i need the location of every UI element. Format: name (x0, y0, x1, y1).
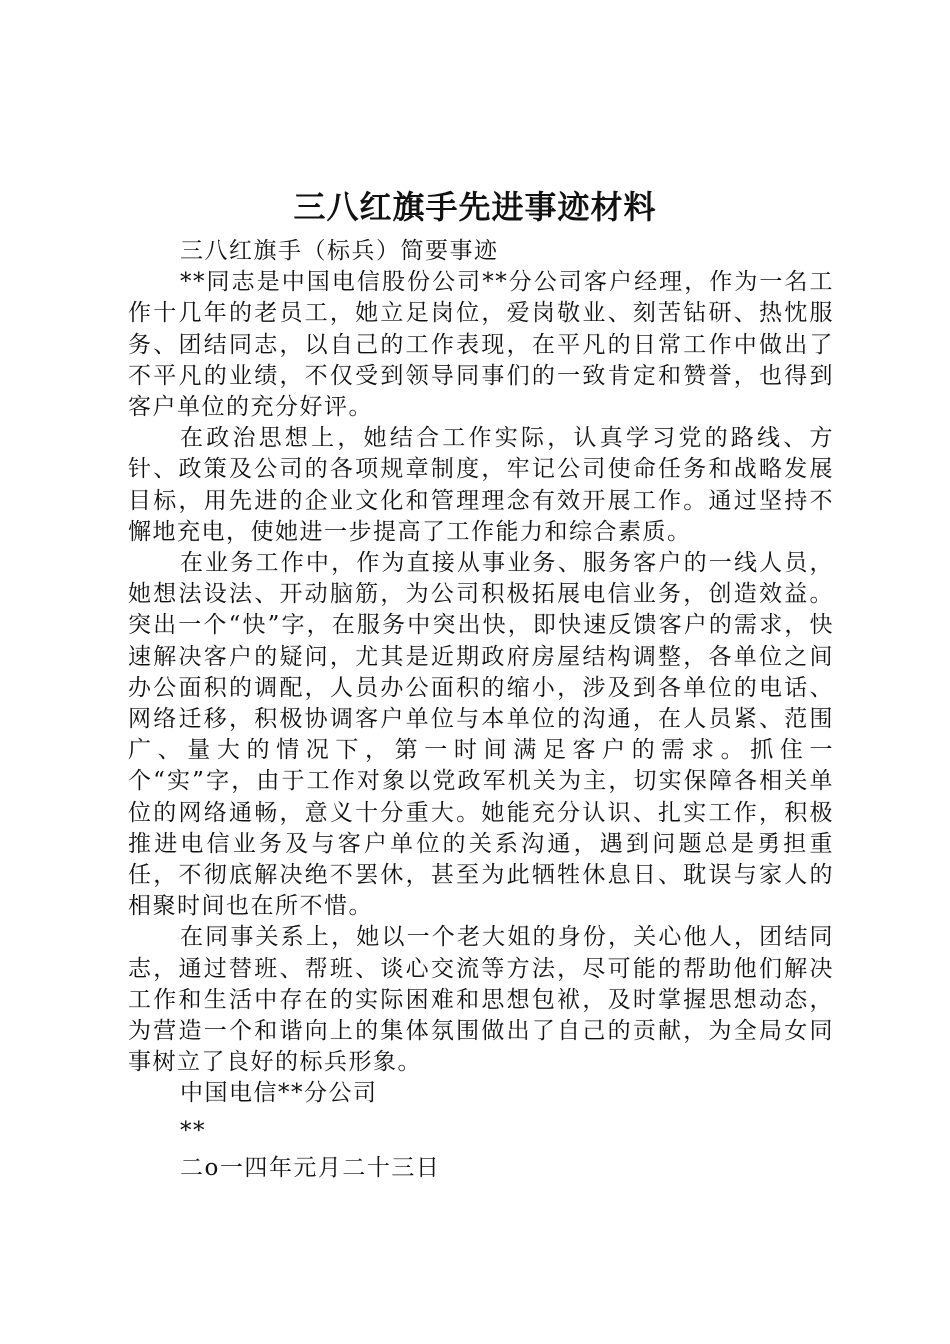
document-title: 三八红旗手先进事迹材料 (293, 188, 657, 226)
paragraph-colleagues: 在同事关系上，她以一个老大姐的身份，关心他人，团结同志，通过替班、帮班、谈心交流等方法，尽可能的帮助他们解决工作和生活中存在的实际困难和思想包袱，及时掌握思想动态，为营造一个和谐向上的集体氛围做出了自己的贡献，为全局女同事树立了良好的标兵形象。 (128, 924, 834, 1076)
paragraph-business: 在业务工作中，作为直接从事业务、服务客户的一线人员，她想法设法、开动脑筋，为公司积极拓展电信业务，创造效益。突出一个“快”字，在服务中突出快，即快速反馈客户的需求，快速解决客户的疑问，尤其是近期政府房屋结构调整，各单位之间办公面积的调配，人员办公面积的缩小，涉及到各单位的电话、网络迁移，积极协调客户单位与本单位的沟通，在人员紧、范围广、量大的情况下，第一时间满足客户的需求。抓住一个“实”字，由于工作对象以党政军机关为主，切实保障各相关单位的网络通畅，意义十分重大。她能充分认识、扎实工作，积极推进电信业务及与客户单位的关系沟通，遇到问题总是勇担重任，不彻底解决绝不罢休，甚至为此牺牲休息日、耽误与家人的相聚时间也在所不惜。 (128, 550, 834, 920)
signature-date: 二o一四年元月二十三日 (180, 1154, 441, 1181)
subtitle: 三八红旗手（标兵）简要事迹 (180, 238, 499, 264)
paragraph-political: 在政治思想上，她结合工作实际，认真学习党的路线、方针、政策及公司的各项规章制度，牢记公司使命任务和战略发展目标，用先进的企业文化和管理理念有效开展工作。通过坚持不懈地充电，使她进一步提高了工作能力和综合素质。 (128, 425, 834, 545)
signature-organization: 中国电信**分公司 (180, 1080, 378, 1107)
paragraph-intro: **同志是中国电信股份公司**分公司客户经理，作为一名工作十几年的老员工，她立足岗位，爱岗敬业、刻苦钻研、热忱服务、团结同志，以自己的工作表现，在平凡的日常工作中做出了不平凡的业绩，不仅受到领导同事们的一致肯定和赞誉，也得到客户单位的充分好评。 (128, 269, 834, 421)
document-body (128, 236, 834, 1184)
signature-name: ** (180, 1117, 206, 1144)
